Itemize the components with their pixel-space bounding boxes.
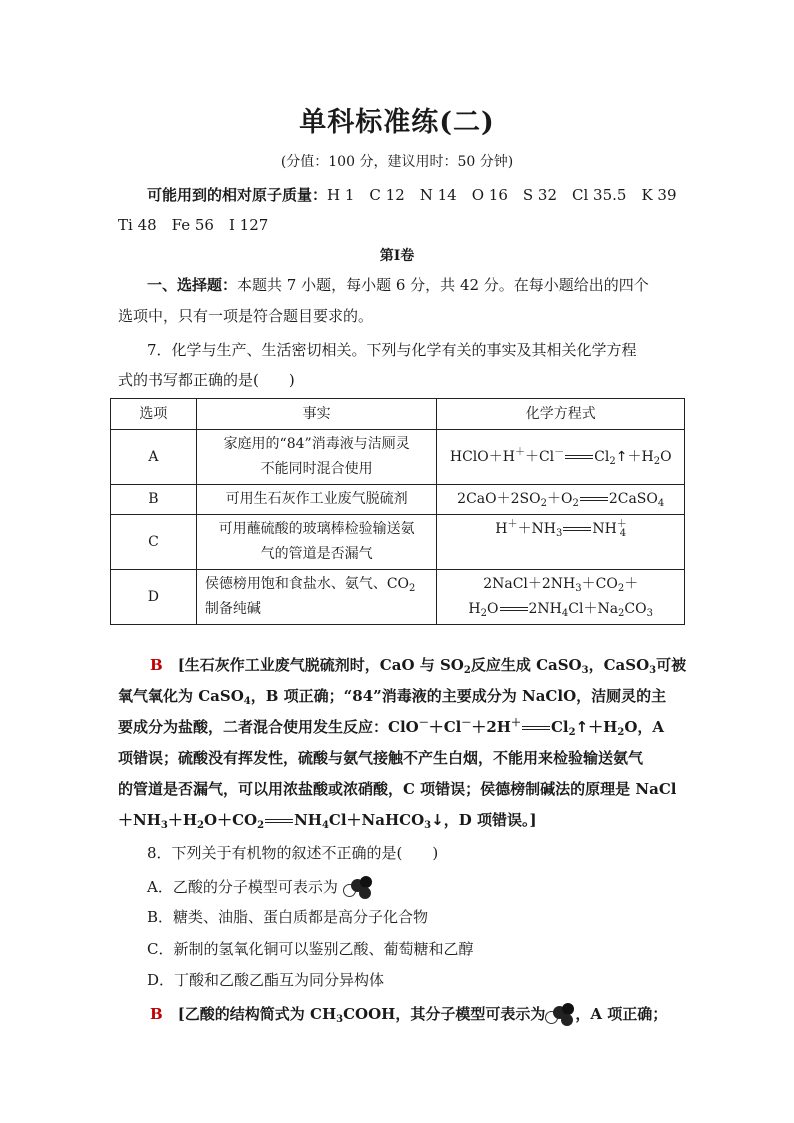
question-8-stem: 8．下列关于有机物的叙述不正确的是( ) xyxy=(147,844,439,862)
section-label: 一、选择题： xyxy=(147,276,238,294)
table-cell-equation: HClO＋H＋＋Cl－ $Cl_2↑+H_2O$ xyxy=(437,430,685,485)
question-8-option-a: A．乙酸的分子模型可表示为 xyxy=(147,876,373,900)
table-row xyxy=(111,430,685,485)
volume-title: 第Ⅰ卷 xyxy=(379,248,415,264)
answer-8-line-1: B [乙酸的结构简式为 $CH_3COOH$，其分子模型可表示为 ，A 项正确； xyxy=(150,1005,668,1025)
answer-7-line-1: B [生石灰作工业废气脱硫剂时，CaO 与 $SO_2$反应生成 CaSO$_3$，CaSO$_3$可被 xyxy=(150,656,687,676)
table-cell-equation: $H^++NH_3$ $NH^+_4$ xyxy=(437,515,685,570)
section-instructions-1: 一、选择题：本题共 7 小题，每小题 6 分，共 42 分。在每小题给出的四个 xyxy=(147,276,649,294)
acetic-acid-model-icon xyxy=(343,876,373,900)
answer-7-line-2: 氧气氧化为 CaSO$_4$，B 项正确；“84”消毒液的主要成分为 NaClO，洁厕灵的主 xyxy=(118,687,667,707)
acetic-acid-model-icon xyxy=(545,1003,575,1027)
table-cell-option: D xyxy=(111,570,197,625)
subtitle: (分值：100 分，建议用时：50 分钟) xyxy=(280,154,514,170)
table-header: 选项 xyxy=(111,399,197,430)
table-cell-fact: 家庭用的“84”消毒液与洁厕灵 不能同时混合使用 xyxy=(196,430,437,485)
question-7-table xyxy=(110,398,685,625)
question-7-stem-1: 7．化学与生产、生活密切相关。下列与化学有关的事实及其相关化学方程 xyxy=(147,341,637,359)
table-header: 事实 xyxy=(196,399,437,430)
table-cell-option: A xyxy=(111,430,197,485)
answer-8-letter: B xyxy=(150,1005,163,1023)
answer-7-line-5: 的管道是否漏气，可以用浓盐酸或浓硝酸，C 项错误；侯德榜制碱法的原理是 NaCl xyxy=(118,780,677,798)
question-8-option-c: C．新制的氢氧化铜可以鉴别乙酸、葡萄糖和乙醇 xyxy=(147,940,474,958)
table-row xyxy=(111,570,685,625)
table-cell-fact: 可用生石灰作工业废气脱硫剂 xyxy=(196,485,437,515)
table-cell-equation: $2CaO+2SO_2+O_2$ 2CaSO$_4$ xyxy=(437,485,685,515)
table-cell-option: B xyxy=(111,485,197,515)
atomic-mass-label: 可能用到的相对原子质量： xyxy=(147,186,328,204)
answer-7-line-6: $+NH_3+H_2O+CO_2$ $NH_4Cl+NaHCO_3↓$，D 项错误。] xyxy=(118,811,537,831)
table-cell-option: C xyxy=(111,515,197,570)
section-instructions-2: 选项中，只有一项是符合题目要求的。 xyxy=(118,307,374,325)
answer-7-letter: B xyxy=(150,656,163,674)
table-cell-fact: 侯德榜用饱和食盐水、氨气、$CO_2$ 制备纯碱 xyxy=(196,570,437,625)
question-7-stem-2: 式的书写都正确的是( ) xyxy=(118,371,295,389)
table-header: 化学方程式 xyxy=(437,399,685,430)
page-title: 单科标准练(二) xyxy=(299,107,495,138)
atomic-mass-line-1 xyxy=(147,185,677,205)
table-row xyxy=(111,485,685,515)
atomic-mass-values-1: H 1 C 12 N 14 O 16 S 32 Cl 35.5 K 39 xyxy=(327,186,677,204)
table-cell-equation: $2NaCl+2NH_3+CO_2+$ $H_2O$ $2NH_4Cl+Na_2CO_3$ xyxy=(437,570,685,625)
table-row xyxy=(111,515,685,570)
question-8-option-d: D．丁酸和乙酸乙酯互为同分异构体 xyxy=(147,971,385,989)
answer-7-line-4: 项错误；硫酸没有挥发性，硫酸与氨气接触不产生白烟，不能用来检验输送氨气 xyxy=(118,749,644,767)
table-cell-fact: 可用蘸硫酸的玻璃棒检验输送氨 气的管道是否漏气 xyxy=(196,515,437,570)
atomic-mass-line-2: Ti 48 Fe 56 I 127 xyxy=(118,216,269,234)
answer-7-line-3: 要成分为盐酸，二者混合使用发生反应：ClO－＋Cl－＋2H＋ $Cl_2↑+H_2O$，A xyxy=(118,718,665,738)
question-8-option-b: B．糖类、油脂、蛋白质都是高分子化合物 xyxy=(147,908,429,926)
table-header-row xyxy=(111,399,685,430)
